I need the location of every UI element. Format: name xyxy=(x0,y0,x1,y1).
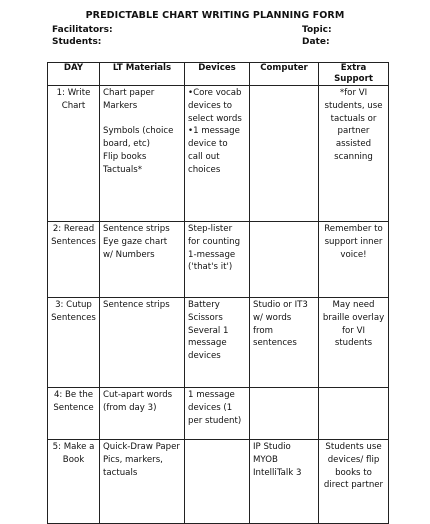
materials-cell xyxy=(100,298,185,388)
cell-line: call out xyxy=(188,151,220,162)
cell-line: per student) xyxy=(188,415,242,426)
cell-line: message xyxy=(188,338,227,349)
computer-cell xyxy=(250,298,319,388)
cell-line: sentences xyxy=(253,338,297,349)
cell-line: w/ words xyxy=(253,312,292,323)
header-row xyxy=(48,63,389,86)
cell-line: May need xyxy=(332,300,375,310)
cell-line: Flip books xyxy=(103,151,147,162)
cell-line: support inner xyxy=(324,236,383,247)
cell-line: IP Studio xyxy=(253,442,291,452)
cell-line: braille overlay xyxy=(322,312,385,323)
form-title: PREDICTABLE CHART WRITING PLANNING FORM xyxy=(85,10,345,21)
cell-line: Sentences xyxy=(51,312,96,323)
devices-cell xyxy=(185,388,250,440)
cell-line: *for VI xyxy=(339,88,368,98)
cell-line: Chart xyxy=(61,100,86,111)
cell-line: •1 message xyxy=(188,126,240,137)
cell-line: partner xyxy=(337,126,370,137)
cell-line: IntelliTalk 3 xyxy=(253,467,302,478)
cell-line: Symbols (choice xyxy=(103,126,174,137)
cell-line: Scissors xyxy=(188,312,223,323)
cell-line: assisted xyxy=(335,139,372,150)
cell-line: 5: Make a xyxy=(52,442,95,452)
cell-line: scanning xyxy=(334,151,373,162)
table-body xyxy=(48,86,389,524)
cell-line: 1 message xyxy=(188,390,235,400)
table-row xyxy=(48,298,389,388)
extra-support-cell xyxy=(319,298,389,388)
computer-cell xyxy=(250,222,319,298)
facilitators-label: Facilitators: xyxy=(52,25,113,35)
cell-line: w/ Numbers xyxy=(103,249,155,260)
extra-support-cell xyxy=(319,388,389,440)
day-cell xyxy=(48,86,100,222)
blank-line xyxy=(103,113,181,126)
cell-line: device to xyxy=(188,139,228,150)
cell-line: Quick-Draw Paper xyxy=(103,442,180,452)
cell-line: Several 1 xyxy=(188,325,229,336)
cell-line: (from day 3) xyxy=(103,402,157,413)
topic-label: Topic: xyxy=(302,25,332,35)
cell-line: Tactuals* xyxy=(103,164,143,175)
cell-line: 1: Write xyxy=(56,88,91,98)
cell-line: Cut-apart words xyxy=(103,390,173,400)
cell-line: Eye gaze chart xyxy=(103,236,168,247)
day-cell xyxy=(48,440,100,524)
table-row xyxy=(48,388,389,440)
cell-line: Markers xyxy=(103,100,138,111)
cell-line: devices/ flip xyxy=(327,454,380,465)
table-row xyxy=(48,440,389,524)
materials-cell xyxy=(100,388,185,440)
cell-line: devices xyxy=(188,351,221,362)
cell-line: Students use xyxy=(325,442,382,452)
cell-line: Chart paper xyxy=(103,88,155,98)
cell-line: students, use xyxy=(324,100,383,111)
header-lt-materials: LT Materials xyxy=(100,63,185,86)
cell-line: choices xyxy=(188,164,221,175)
cell-line: devices to xyxy=(188,100,233,111)
day-cell xyxy=(48,388,100,440)
extra-support-cell xyxy=(319,222,389,298)
header-devices: Devices xyxy=(185,63,250,86)
extra-support-cell xyxy=(319,86,389,222)
computer-cell xyxy=(250,86,319,222)
devices-cell xyxy=(185,86,250,222)
materials-cell xyxy=(100,440,185,524)
cell-line: for counting xyxy=(188,236,241,247)
header-extra-support: Extra Support xyxy=(319,63,389,86)
cell-line: voice! xyxy=(340,249,367,260)
cell-line: Sentence strips xyxy=(103,300,170,310)
materials-cell xyxy=(100,86,185,222)
devices-cell xyxy=(185,440,250,524)
table-row xyxy=(48,222,389,298)
cell-line: 2: Reread xyxy=(52,224,95,234)
cell-line: from xyxy=(253,325,273,336)
cell-line: Sentences xyxy=(51,236,96,247)
computer-cell xyxy=(250,388,319,440)
devices-cell xyxy=(185,222,250,298)
extra-support-cell xyxy=(319,440,389,524)
cell-line: 3: Cutup xyxy=(55,300,92,310)
cell-line: for VI xyxy=(342,325,365,336)
cell-line: board, etc) xyxy=(103,139,151,150)
day-cell xyxy=(48,298,100,388)
cell-line: select words xyxy=(188,113,242,124)
cell-line: MYOB xyxy=(253,454,278,465)
header-day: DAY xyxy=(48,63,100,86)
devices-cell xyxy=(185,298,250,388)
cell-line: ('that's it') xyxy=(188,262,233,273)
cell-line: Step-lister xyxy=(188,224,233,234)
cell-line: Pics, markers, xyxy=(103,454,163,465)
cell-line: Sentence xyxy=(53,402,94,413)
cell-line: Book xyxy=(62,454,85,465)
cell-line: 4: Be the xyxy=(53,390,94,400)
cell-line: Battery xyxy=(188,300,220,310)
header-computer: Computer xyxy=(250,63,319,86)
day-cell xyxy=(48,222,100,298)
cell-line: tactuals or xyxy=(330,113,377,124)
materials-cell xyxy=(100,222,185,298)
cell-line: •Core vocab xyxy=(188,88,242,98)
cell-line: books to xyxy=(335,467,372,478)
cell-line: Sentence strips xyxy=(103,224,170,234)
cell-line: 1-message xyxy=(188,249,236,260)
students-label: Students: xyxy=(52,37,102,47)
cell-line: direct partner xyxy=(323,480,384,491)
cell-line: tactuals xyxy=(103,467,138,478)
cell-line: Remember to xyxy=(324,224,383,234)
table-row xyxy=(48,86,389,222)
cell-line: students xyxy=(334,338,373,349)
planning-table xyxy=(47,62,389,524)
date-label: Date: xyxy=(302,37,330,47)
computer-cell xyxy=(250,440,319,524)
cell-line: devices (1 xyxy=(188,402,233,413)
cell-line: Studio or IT3 xyxy=(253,300,308,310)
